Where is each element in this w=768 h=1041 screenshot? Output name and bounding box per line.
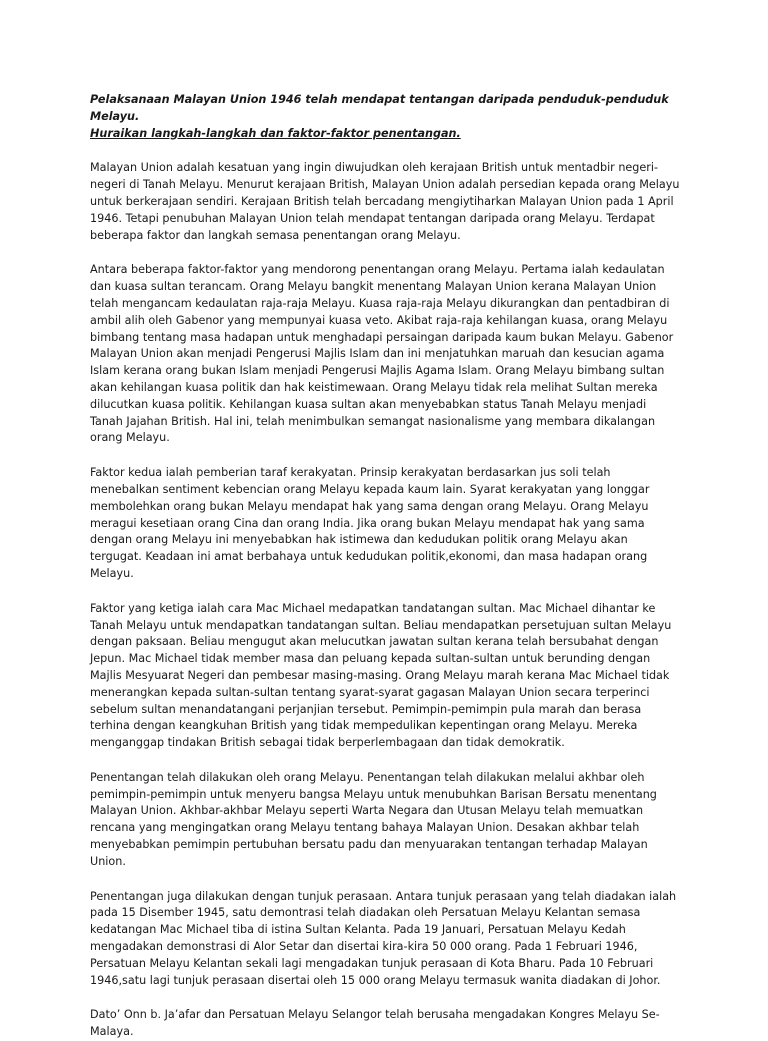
- paragraph-1: Malayan Union adalah kesatuan yang ingin diwujudkan oleh kerajaan British untuk mentadbir negeri-negeri di Tanah Melayu. Menurut kerajaan British, Malayan Union adalah persedian kepada orang Melayu untuk berkerajaan sendiri. Kerajaan British telah bercadang mengiytiharkan Malayan Union pada 1 April 1946. Tetapi penubuhan Malayan Union telah mendapat tentangan daripada orang Melayu. Terdapat beberapa faktor dan langkah semasa penentangan orang Melayu.: [90, 161, 680, 242]
- heading-line-1: Pelaksanaan Malayan Union 1946 telah mendapat tentangan daripada penduduk-penduduk Melayu.: [90, 93, 669, 123]
- paragraph-6: Penentangan juga dilakukan dengan tunjuk perasaan. Antara tunjuk perasaan yang telah diadakan ialah pada 15 Disember 1945, satu demontrasi telah diadakan oleh Persatuan Melayu Kelantan semasa kedatangan Mac Michael tiba di istina Sultan Kelanta. Pada 19 Januari, Persatuan Melayu Kedah mengadakan demonstrasi di Alor Setar dan disertai kira-kira 50 000 orang. Pada 1 Februari 1946, Persatuan Melayu Kelantan sekali lagi mengadakan tunjuk perasaan di Kota Bharu. Pada 10 Februari 1946,satu lagi tunjuk perasaan disertai oleh 15 000 orang Melayu termasuk wanita diadakan di Johor.: [90, 889, 677, 987]
- paragraph-2: Antara beberapa faktor-faktor yang mendorong penentangan orang Melayu. Pertama ialah kedaulatan dan kuasa sultan terancam. Orang Melayu bangkit menentang Malayan Union kerana Malayan Union telah mengancam kedaulatan raja-raja Melayu. Kuasa raja-raja Melayu dikurangkan dan pentadbiran di ambil alih oleh Gabenor yang mempunyai kuasa veto. Akibat raja-raja kehilangan kuasa, orang Melayu bimbang tentang masa hadapan untuk menghadapi persaingan daripada kaum bukan Melayu. Gabenor Malayan Union akan menjadi Pengerusi Majlis Islam dan ini menjatuhkan maruah dan kesucian agama Islam kerana orang bukan Islam menjadi Pengerusi Majlis Agama Islam. Orang Melayu bimbang sultan akan kehilangan kuasa politik dan hak keistimewaan. Orang Melayu tidak rela melihat Sultan mereka dilucutkan kuasa politik. Kehilangan kuasa sultan akan menyebabkan status Tanah Melayu menjadi Tanah Jajahan British. Hal ini, telah menimbulkan semangat nasionalisme yang membara dikalangan orang Melayu.: [90, 263, 674, 445]
- heading: [90, 92, 682, 142]
- paragraph-5: Penentangan telah dilakukan oleh orang Melayu. Penentangan telah dilakukan melalui akhbar oleh pemimpin-pemimpin untuk menyeru bangsa Melayu untuk menubuhkan Barisan Bersatu menentang Malayan Union. Akhbar-akhbar Melayu seperti Warta Negara dan Utusan Melayu telah memuatkan rencana yang mengingatkan orang Melayu tentang bahaya Malayan Union. Desakan akhbar telah menyebabkan pemimpin pertubuhan bersatu padu dan menyuarakan tentangan terhadap Malayan Union.: [90, 770, 657, 868]
- paragraph-4: Faktor yang ketiga ialah cara Mac Michael medapatkan tandatangan sultan. Mac Michael dihantar ke Tanah Melayu untuk mendapatkan tandatangan sultan. Beliau mendapatkan persetujuan sultan Melayu dengan paksaan. Beliau mengugut akan melucutkan jawatan sultan kerana telah bersubahat dengan Jepun. Mac Michael tidak member masa dan peluang kepada sultan-sultan untuk berunding dengan Majlis Mesyuarat Negeri dan pembesar masing-masing. Orang Melayu marah kerana Mac Michael tidak menerangkan kepada sultan-sultan tentang syarat-syarat gagasan Malayan Union secara terperinci sebelum sultan menandatangani perjanjian tersebut. Pemimpin-pemimpin pula marah dan berasa terhina dengan keangkuhan British yang tidak mempedulikan kepentingan orang Melayu. Mereka menganggap tindakan British sebagai tidak berperlembagaan dan tidak demokratik.: [90, 601, 672, 750]
- paragraph-7: Dato’ Onn b. Ja’afar dan Persatuan Melayu Selangor telah berusaha mengadakan Kongres Melayu Se-Malaya.: [90, 1008, 660, 1039]
- document-page: [90, 92, 682, 1041]
- paragraph-3: Faktor kedua ialah pemberian taraf kerakyatan. Prinsip kerakyatan berdasarkan jus soli telah menebalkan sentiment kebencian orang Melayu kepada kaum lain. Syarat kerakyatan yang longgar membolehkan orang bukan Melayu mendapat hak yang sama dengan orang Melayu. Orang Melayu meragui kesetiaan orang Cina dan orang India. Jika orang bukan Melayu mendapat hak yang sama dengan orang Melayu ini menyebabkan hak istimewa dan kedudukan politik orang Melayu akan tergugat. Keadaan ini amat berbahaya untuk kedudukan politik,ekonomi, dan masa hadapan orang Melayu.: [90, 466, 650, 580]
- heading-line-2: Huraikan langkah-langkah dan faktor-faktor penentangan.: [90, 126, 461, 140]
